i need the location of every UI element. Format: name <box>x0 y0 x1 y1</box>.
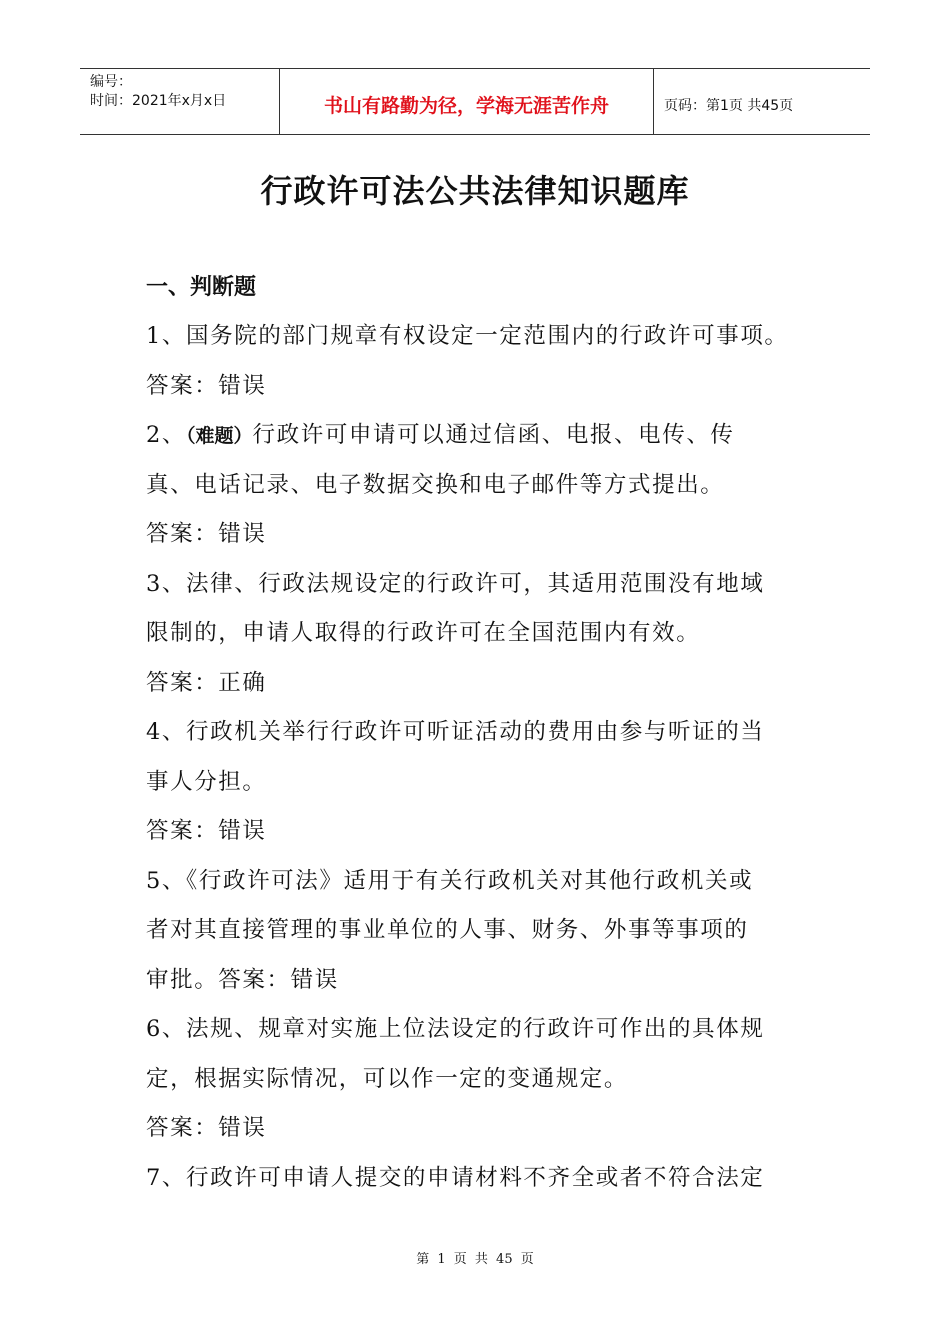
header-meta <box>80 69 280 134</box>
difficulty-tag: （难题） <box>186 425 253 447</box>
text-line: 4、行政机关举行行政许可听证活动的费用由参与听证的当 <box>146 719 765 745</box>
page-footer: 第 1 页 共 45 页 <box>416 1252 534 1267</box>
answer-line: 答案：错误 <box>146 521 267 547</box>
answer-line: 答案：错误 <box>146 818 267 844</box>
time-label: 时间：2021年x月x日 <box>90 93 227 109</box>
text-line: 3、法律、行政法规设定的行政许可，其适用范围没有地域 <box>146 570 765 597</box>
text-line: 事人分担。 <box>146 768 267 795</box>
question-text: 行政许可申请可以通过信函、电报、电传、传 <box>252 422 735 448</box>
question-number: 2、 <box>146 422 187 448</box>
page-header <box>80 68 870 135</box>
text-line: 定，根据实际情况，可以作一定的变通规定。 <box>146 1065 629 1092</box>
answer-line: 答案：错误 <box>146 372 267 399</box>
text-line: 7、行政许可申请人提交的申请材料不齐全或者不符合法定 <box>146 1164 765 1191</box>
text-line: 1、国务院的部门规章有权设定一定范围内的行政许可事项。 <box>146 323 789 349</box>
header-page-info: 页码：第1页 共45页 <box>664 97 794 114</box>
question-list <box>146 312 810 1203</box>
text-line: 6、法规、规章对实施上位法设定的行政许可作出的具体规 <box>146 1016 765 1042</box>
section-heading: 一、判断题 <box>146 275 257 300</box>
text-line: 限制的，申请人取得的行政许可在全国范围内有效。 <box>146 620 701 646</box>
text-line: 真、电话记录、电子数据交换和电子邮件等方式提出。 <box>146 471 725 498</box>
header-motto: 书山有路勤为径，学海无涯苦作舟 <box>280 69 654 134</box>
text-line: 审批。答案：错误 <box>146 966 339 993</box>
text-line: 5、《行政许可法》适用于有关行政机关对其他行政机关或 <box>146 867 754 894</box>
text-line <box>146 411 810 461</box>
text-line: 者对其直接管理的事业单位的人事、财务、外事等事项的 <box>146 917 749 943</box>
answer-line: 答案：错误 <box>146 1115 267 1141</box>
number-label: 编号： <box>90 74 132 90</box>
answer-line: 答案：正确 <box>146 669 267 696</box>
document-title: 行政许可法公共法律知识题库 <box>260 172 690 210</box>
